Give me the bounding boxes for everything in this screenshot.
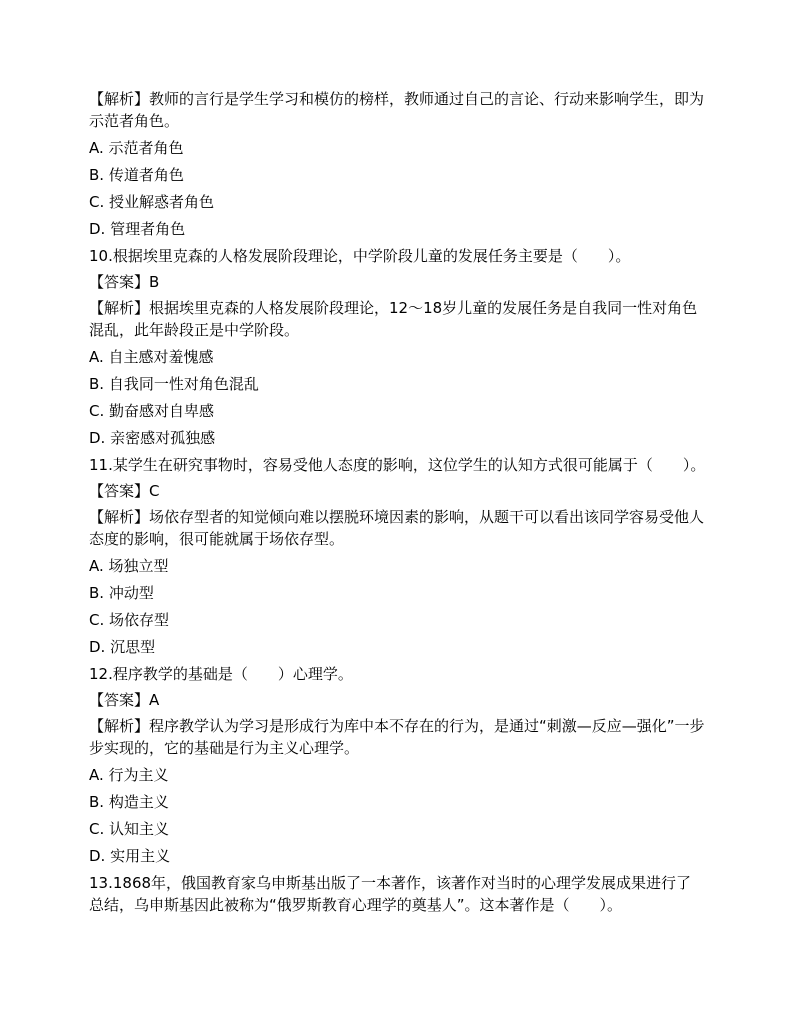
option-item: D. 管理者角色 <box>89 220 186 238</box>
question-text: 11.某学生在研究事物时，容易受他人态度的影响，这位学生的认知方式很可能属于（ ）。 <box>89 456 706 474</box>
question-text: 10.根据埃里克森的人格发展阶段理论，中学阶段儿童的发展任务主要是（ ）。 <box>89 247 631 265</box>
option-item: C. 场依存型 <box>89 611 170 629</box>
option-item: A. 场独立型 <box>89 557 169 575</box>
explanation-text: 【解析】根据埃里克森的人格发展阶段理论，12～18岁儿童的发展任务是自我同一性对角色混乱，此年龄段正是中学阶段。 <box>89 299 698 339</box>
question-text: 13.1868年，俄国教育家乌申斯基出版了一本著作，该著作对当时的心理学发展成果进行了总结，乌申斯基因此被称为“俄罗斯教育心理学的奠基人”。这本著作是（ ）。 <box>89 874 692 914</box>
explanation-text: 【解析】教师的言行是学生学习和模仿的榜样，教师通过自己的言论、行动来影响学生，即为示范者角色。 <box>89 90 705 130</box>
option-item: A. 行为主义 <box>89 766 169 784</box>
question-content <box>89 88 706 916</box>
explanation-text: 【解析】程序教学认为学习是形成行为库中本不存在的行为，是通过“刺激—反应—强化”一步步实现的，它的基础是行为主义心理学。 <box>89 717 705 757</box>
answer-line: 【答案】A <box>89 691 160 709</box>
answer-line: 【答案】B <box>89 273 160 291</box>
option-item: B. 传道者角色 <box>89 166 184 184</box>
question-text: 12.程序教学的基础是（ ）心理学。 <box>89 665 353 683</box>
option-item: C. 授业解惑者角色 <box>89 193 215 211</box>
option-item: B. 构造主义 <box>89 793 169 811</box>
option-item: B. 自我同一性对角色混乱 <box>89 375 259 393</box>
option-item: D. 实用主义 <box>89 847 171 865</box>
option-item: C. 认知主义 <box>89 820 170 838</box>
option-item: B. 冲动型 <box>89 584 154 602</box>
option-item: A. 示范者角色 <box>89 139 184 157</box>
option-item: C. 勤奋感对自卑感 <box>89 402 215 420</box>
option-item: D. 沉思型 <box>89 638 156 656</box>
option-item: A. 自主感对羞愧感 <box>89 348 214 366</box>
option-item: D. 亲密感对孤独感 <box>89 429 216 447</box>
answer-line: 【答案】C <box>89 482 160 500</box>
explanation-text: 【解析】场依存型者的知觉倾向难以摆脱环境因素的影响，从题干可以看出该同学容易受他人态度的影响，很可能就属于场依存型。 <box>89 508 705 548</box>
